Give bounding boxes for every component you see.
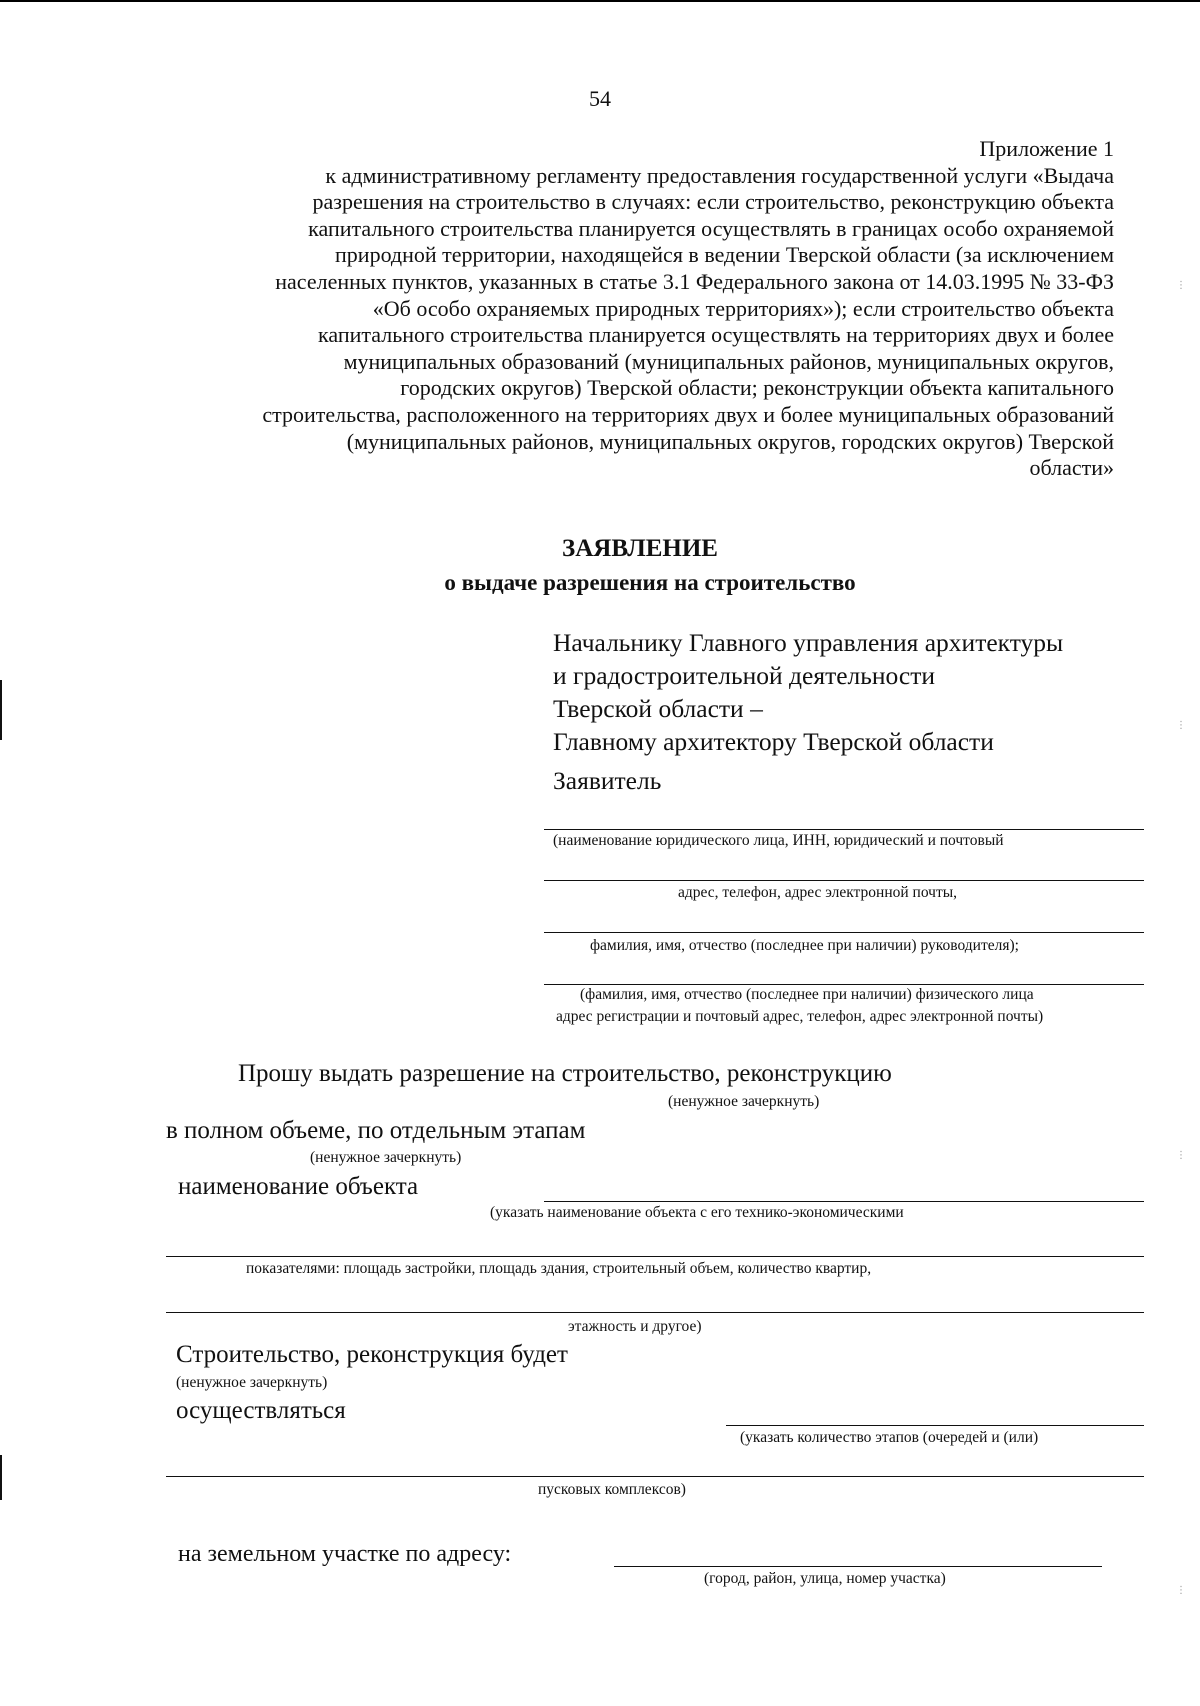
addressee-line: Главному архитектору Тверской области — [553, 727, 994, 756]
appendix-line: населенных пунктов, указанных в статье 3.1 Федерального закона от 14.03.1995 № 33-ФЗ — [275, 268, 1114, 294]
scan-edge-mark — [0, 680, 2, 740]
request-scope: в полном объеме, по отдельным этапам — [166, 1117, 586, 1144]
stages-field-2[interactable] — [166, 1476, 1144, 1477]
appendix-line: (муниципальных районов, муниципальных округов, городских округов) Тверской — [346, 428, 1114, 454]
appendix-line: природной территории, находящейся в ведении Тверской области (за исключением — [335, 242, 1114, 268]
stages-field[interactable] — [726, 1425, 1144, 1426]
applicant-field-line-3[interactable] — [544, 932, 1144, 933]
object-details-field-2[interactable] — [166, 1312, 1144, 1313]
applicant-field-line-4[interactable] — [544, 984, 1144, 985]
object-name-field[interactable] — [544, 1201, 1144, 1202]
strike-hint: (ненужное зачеркнуть) — [310, 1149, 462, 1166]
appendix-line: «Об особо охраняемых природных территориях»); если строительство объекта — [372, 295, 1114, 321]
land-address-label: на земельном участке по адресу: — [178, 1541, 512, 1567]
appendix-line: муниципальных образований (муниципальных районов, муниципальных округов, — [343, 348, 1114, 374]
addressee-line: Начальнику Главного управления архитектуры — [553, 628, 1064, 657]
addressee-line: Тверской области – — [553, 694, 763, 723]
appendix-line: капитального строительства планируется осуществлять в границах особо охраняемой — [308, 215, 1114, 241]
applicant-label: Заявитель — [553, 766, 662, 795]
document-subtitle: о выдаче разрешения на строительство — [444, 570, 856, 595]
appendix-line: области» — [1029, 455, 1114, 481]
appendix-line: капитального строительства планируется осуществлять на территориях двух и более — [318, 322, 1114, 348]
appendix-line: разрешения на строительство в случаях: если строительство, реконструкцию объекта — [312, 189, 1114, 215]
strike-hint: (ненужное зачеркнуть) — [668, 1093, 820, 1110]
applicant-field-line-1[interactable] — [544, 829, 1144, 830]
scan-edge-mark — [0, 1455, 2, 1500]
addressee-line: и градостроительной деятельности — [553, 661, 936, 690]
page-number: 54 — [589, 86, 611, 111]
scan-speck: ⋮ — [1176, 720, 1186, 731]
object-details-field-1[interactable] — [166, 1256, 1144, 1257]
object-hint: этажность и другое) — [568, 1318, 702, 1335]
document-title: ЗАЯВЛЕНИЕ — [562, 535, 718, 562]
applicant-hint: (фамилия, имя, отчество (последнее при наличии) физического лица — [580, 986, 1034, 1003]
appendix-line: строительства, расположенного на территориях двух и более муниципальных образований — [262, 401, 1114, 427]
stages-hint: (указать количество этапов (очередей и (или) — [740, 1429, 1039, 1446]
construction-label: Строительство, реконструкция будет — [176, 1341, 568, 1368]
object-hint: (указать наименование объекта с его технико-экономическими — [490, 1204, 904, 1221]
applicant-field-line-2[interactable] — [544, 880, 1144, 881]
applicant-hint: адрес, телефон, адрес электронной почты, — [678, 884, 958, 901]
land-address-hint: (город, район, улица, номер участка) — [704, 1570, 946, 1587]
object-name-label: наименование объекта — [178, 1173, 419, 1200]
appendix-line: городских округов) Тверской области; реконструкции объекта капитального — [400, 375, 1114, 401]
appendix-line: к административному регламенту предоставления государственной услуги «Выдача — [325, 162, 1114, 188]
appendix-line: Приложение 1 — [979, 136, 1114, 161]
object-hint: показателями: площадь застройки, площадь здания, строительный объем, количество квартир, — [246, 1260, 872, 1277]
scan-speck: ⋮ — [1176, 280, 1186, 291]
appendix-header — [262, 136, 1114, 482]
stages-hint: пусковых комплексов) — [538, 1481, 686, 1498]
page-top-border — [0, 0, 1200, 2]
strike-hint: (ненужное зачеркнуть) — [176, 1374, 328, 1391]
construction-label-2: осуществляться — [176, 1397, 346, 1424]
applicant-hint: фамилия, имя, отчество (последнее при наличии) руководителя); — [590, 937, 1019, 954]
request-intro: Прошу выдать разрешение на строительство, реконструкцию — [238, 1060, 892, 1087]
scan-speck: ⋮ — [1176, 1150, 1186, 1161]
applicant-hint: (наименование юридического лица, ИНН, юридический и почтовый — [553, 832, 1004, 849]
applicant-hint: адрес регистрации и почтовый адрес, телефон, адрес электронной почты) — [556, 1008, 1044, 1025]
scan-speck: ⋮ — [1176, 1585, 1186, 1596]
land-address-field[interactable] — [614, 1566, 1102, 1567]
